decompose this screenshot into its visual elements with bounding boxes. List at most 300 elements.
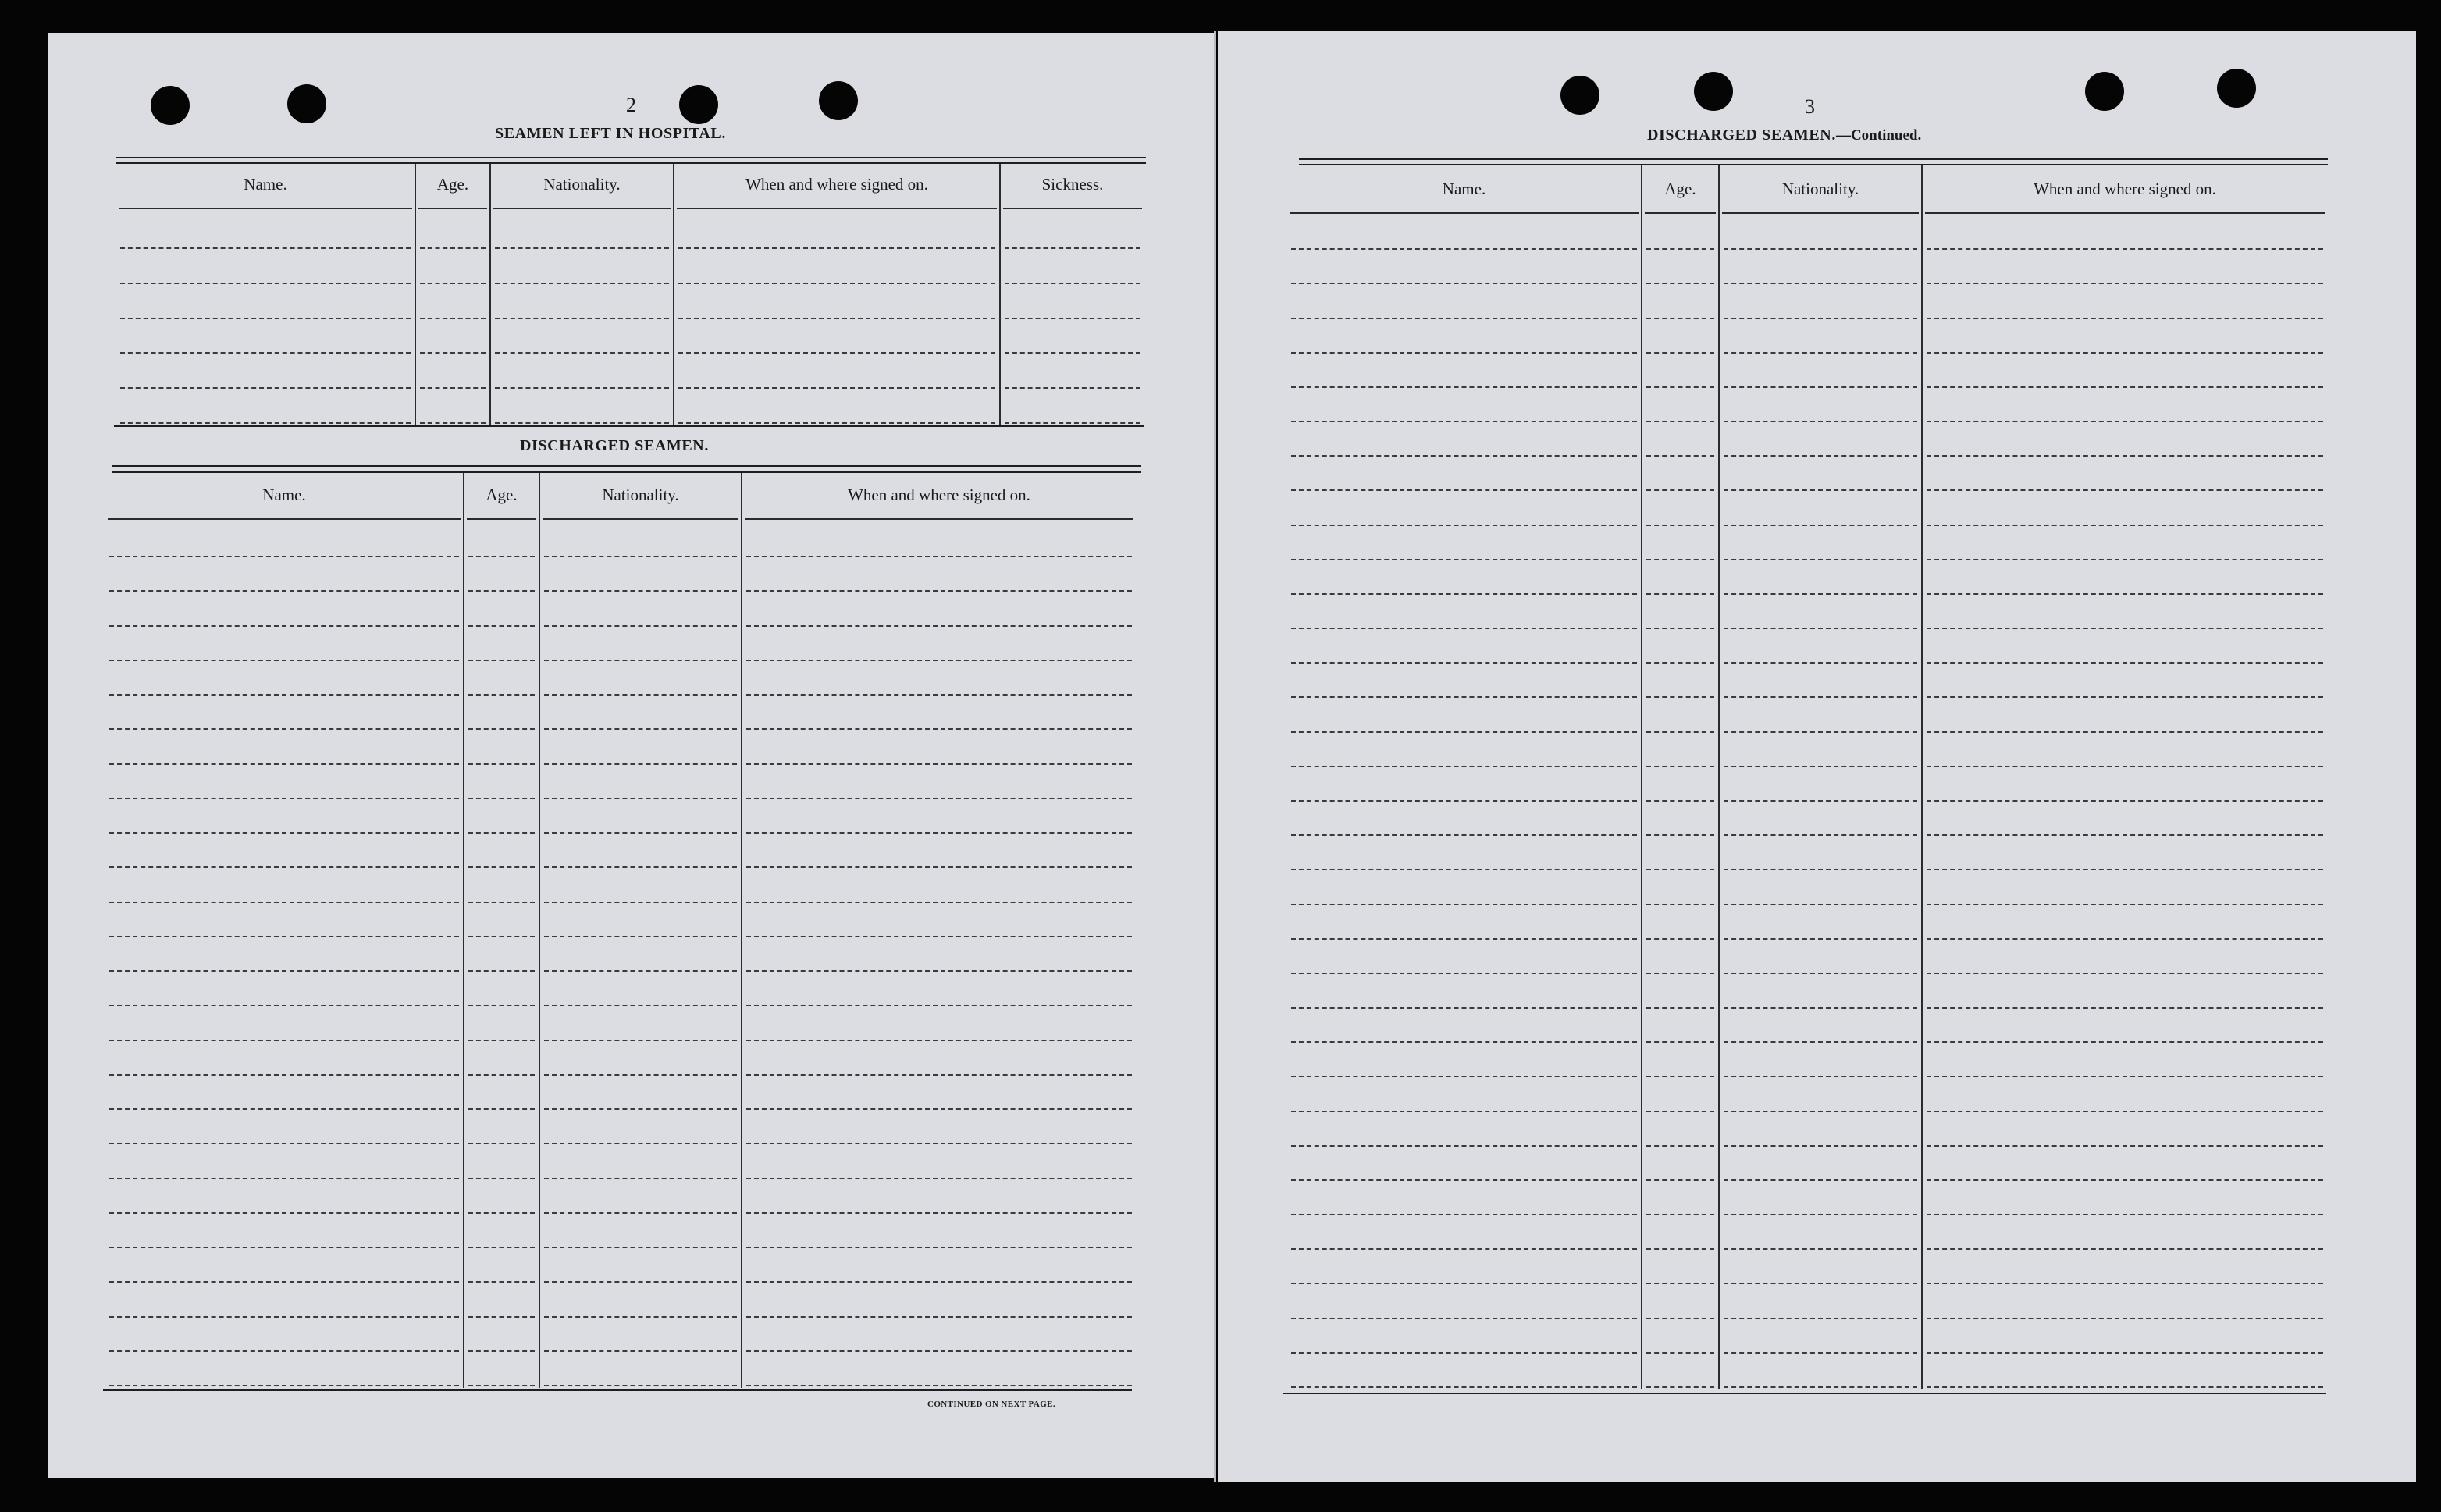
blank-entry-line[interactable]: [1646, 1111, 1714, 1112]
blank-entry-line[interactable]: [746, 970, 1132, 972]
column-name: [105, 473, 464, 1388]
blank-entry-line[interactable]: [1646, 1179, 1714, 1181]
blank-entry-line[interactable]: [678, 352, 995, 354]
blank-entry-line[interactable]: [1291, 628, 1637, 629]
blank-entry-line[interactable]: [1646, 525, 1714, 526]
blank-entry-line[interactable]: [1646, 766, 1714, 767]
blank-entry-line[interactable]: [544, 1040, 737, 1041]
blank-entry-line[interactable]: [468, 625, 535, 627]
blank-entry-line[interactable]: [746, 1212, 1132, 1214]
blank-entry-line[interactable]: [468, 1281, 535, 1283]
blank-entry-line[interactable]: [1291, 1145, 1637, 1147]
blank-entry-line[interactable]: [1005, 352, 1140, 354]
blank-entry-line[interactable]: [746, 866, 1132, 868]
column-header: Name.: [262, 486, 306, 504]
blank-entry-line[interactable]: [468, 763, 535, 765]
blank-entry-line[interactable]: [1291, 938, 1637, 940]
blank-entry-line[interactable]: [746, 902, 1132, 903]
blank-entry-line[interactable]: [1724, 1179, 1917, 1181]
blank-entry-line[interactable]: [120, 318, 411, 319]
blank-entry-line[interactable]: [1724, 455, 1917, 457]
blank-entry-line[interactable]: [1646, 938, 1714, 940]
blank-entry-line[interactable]: [1646, 1386, 1714, 1388]
blank-entry-line[interactable]: [1927, 1352, 2323, 1354]
blank-entry-line[interactable]: [1927, 421, 2323, 422]
blank-entry-line[interactable]: [1646, 352, 1714, 354]
blank-entry-line[interactable]: [746, 1005, 1132, 1006]
column-header: Nationality.: [543, 175, 621, 194]
blank-entry-line[interactable]: [420, 422, 486, 424]
blank-entry-line[interactable]: [120, 247, 411, 249]
blank-entry-line[interactable]: [678, 318, 995, 319]
blank-entry-line[interactable]: [1646, 696, 1714, 698]
column-name: [116, 164, 415, 425]
blank-entry-line[interactable]: [468, 1178, 535, 1179]
blank-entry-line[interactable]: [1927, 455, 2323, 457]
blank-entry-line[interactable]: [1291, 973, 1637, 974]
blank-entry-line[interactable]: [1646, 1007, 1714, 1009]
blank-entry-line[interactable]: [1927, 1041, 2323, 1043]
page-number: 3: [1805, 95, 1815, 118]
blank-entry-line[interactable]: [109, 1074, 459, 1076]
blank-entry-line[interactable]: [468, 902, 535, 903]
blank-entry-line[interactable]: [420, 318, 486, 319]
blank-entry-line[interactable]: [1927, 248, 2323, 250]
blank-entry-line[interactable]: [468, 798, 535, 799]
blank-entry-line[interactable]: [109, 832, 459, 834]
blank-entry-line[interactable]: [468, 1385, 535, 1386]
column-name: [1286, 165, 1642, 1389]
blank-entry-line[interactable]: [544, 902, 737, 903]
blank-entry-line[interactable]: [1291, 1041, 1637, 1043]
blank-entry-line[interactable]: [1291, 731, 1637, 733]
blank-entry-line[interactable]: [544, 866, 737, 868]
blank-entry-line[interactable]: [468, 832, 535, 834]
blank-entry-line[interactable]: [1291, 421, 1637, 422]
blank-entry-line[interactable]: [109, 866, 459, 868]
blank-entry-line[interactable]: [544, 1281, 737, 1283]
blank-entry-line[interactable]: [1724, 1283, 1917, 1284]
blank-entry-line[interactable]: [678, 387, 995, 389]
blank-entry-line[interactable]: [468, 728, 535, 730]
blank-entry-line[interactable]: [109, 1143, 459, 1144]
blank-entry-line[interactable]: [746, 1178, 1132, 1179]
blank-entry-line[interactable]: [468, 556, 535, 557]
blank-entry-line[interactable]: [544, 1385, 737, 1386]
blank-entry-line[interactable]: [109, 1247, 459, 1248]
blank-entry-line[interactable]: [1291, 1318, 1637, 1319]
blank-entry-line[interactable]: [1291, 869, 1637, 870]
punch-hole: [287, 84, 326, 123]
blank-entry-line[interactable]: [1291, 386, 1637, 388]
blank-entry-line[interactable]: [1724, 904, 1917, 905]
blank-entry-line[interactable]: [420, 283, 486, 284]
blank-entry-line[interactable]: [468, 1316, 535, 1318]
blank-entry-line[interactable]: [544, 1247, 737, 1248]
blank-entry-line[interactable]: [1646, 628, 1714, 629]
blank-entry-line[interactable]: [544, 1350, 737, 1352]
blank-entry-line[interactable]: [1291, 696, 1637, 698]
blank-entry-line[interactable]: [1646, 1041, 1714, 1043]
blank-entry-line[interactable]: [1646, 593, 1714, 595]
blank-entry-line[interactable]: [109, 1178, 459, 1179]
blank-entry-line[interactable]: [1724, 352, 1917, 354]
blank-entry-line[interactable]: [1927, 1076, 2323, 1077]
punch-hole: [819, 81, 858, 120]
blank-entry-line[interactable]: [1646, 421, 1714, 422]
blank-entry-line[interactable]: [1724, 869, 1917, 870]
blank-entry-line[interactable]: [746, 832, 1132, 834]
column-header: When and where signed on.: [2034, 180, 2216, 198]
blank-entry-line[interactable]: [1291, 455, 1637, 457]
blank-entry-line[interactable]: [109, 556, 459, 557]
blank-entry-line[interactable]: [1724, 593, 1917, 595]
blank-entry-line[interactable]: [468, 1212, 535, 1214]
blank-entry-line[interactable]: [1927, 1386, 2323, 1388]
entry-rows: [109, 525, 459, 1388]
blank-entry-line[interactable]: [746, 798, 1132, 799]
blank-entry-line[interactable]: [468, 660, 535, 661]
blank-entry-line[interactable]: [1291, 525, 1637, 526]
blank-entry-line[interactable]: [468, 970, 535, 972]
blank-entry-line[interactable]: [468, 590, 535, 592]
blank-entry-line[interactable]: [746, 1316, 1132, 1318]
blank-entry-line[interactable]: [495, 318, 669, 319]
blank-entry-line[interactable]: [1724, 938, 1917, 940]
blank-entry-line[interactable]: [1927, 1145, 2323, 1147]
column-when-and-where-signed-on: [742, 473, 1137, 1388]
column-header: Age.: [1664, 180, 1696, 198]
blank-entry-line[interactable]: [1724, 1386, 1917, 1388]
blank-entry-line[interactable]: [109, 660, 459, 661]
blank-entry-line[interactable]: [1927, 386, 2323, 388]
blank-entry-line[interactable]: [1927, 1318, 2323, 1319]
blank-entry-line[interactable]: [1724, 1111, 1917, 1112]
blank-entry-line[interactable]: [746, 1040, 1132, 1041]
discharged-table: [105, 473, 1137, 1388]
blank-entry-line[interactable]: [1646, 904, 1714, 905]
blank-entry-line[interactable]: [1927, 559, 2323, 560]
blank-entry-line[interactable]: [420, 247, 486, 249]
blank-entry-line[interactable]: [120, 352, 411, 354]
blank-entry-line[interactable]: [1646, 1248, 1714, 1250]
blank-entry-line[interactable]: [468, 1350, 535, 1352]
blank-entry-line[interactable]: [109, 590, 459, 592]
blank-entry-line[interactable]: [109, 1350, 459, 1352]
blank-entry-line[interactable]: [1291, 352, 1637, 354]
blank-entry-line[interactable]: [1291, 904, 1637, 905]
blank-entry-line[interactable]: [678, 247, 995, 249]
blank-entry-line[interactable]: [746, 763, 1132, 765]
blank-entry-line[interactable]: [495, 247, 669, 249]
continued-note: CONTINUED ON NEXT PAGE.: [927, 1400, 1056, 1409]
section-title-hospital: SEAMEN LEFT IN HOSPITAL.: [495, 125, 726, 142]
blank-entry-line[interactable]: [1291, 766, 1637, 767]
blank-entry-line[interactable]: [1646, 834, 1714, 836]
blank-entry-line[interactable]: [109, 1316, 459, 1318]
column-header-rule: [1290, 212, 1639, 214]
blank-entry-line[interactable]: [746, 1247, 1132, 1248]
blank-entry-line[interactable]: [544, 1178, 737, 1179]
blank-entry-line[interactable]: [109, 970, 459, 972]
blank-entry-line[interactable]: [746, 936, 1132, 937]
entry-rows: [120, 215, 411, 425]
blank-entry-line[interactable]: [746, 1385, 1132, 1386]
blank-entry-line[interactable]: [1927, 489, 2323, 491]
blank-entry-line[interactable]: [120, 422, 411, 424]
blank-entry-line[interactable]: [1646, 386, 1714, 388]
column-sickness: [1000, 164, 1145, 425]
blank-entry-line[interactable]: [420, 387, 486, 389]
blank-entry-line[interactable]: [544, 1212, 737, 1214]
column-when-and-where-signed-on: [1922, 165, 2328, 1389]
blank-entry-line[interactable]: [1927, 1283, 2323, 1284]
blank-entry-line[interactable]: [1927, 1179, 2323, 1181]
blank-entry-line[interactable]: [1291, 559, 1637, 560]
blank-entry-line[interactable]: [1646, 662, 1714, 664]
blank-entry-line[interactable]: [1927, 1111, 2323, 1112]
blank-entry-line[interactable]: [109, 936, 459, 937]
blank-entry-line[interactable]: [544, 1108, 737, 1110]
blank-entry-line[interactable]: [1646, 1076, 1714, 1077]
blank-entry-line[interactable]: [1927, 1214, 2323, 1215]
blank-entry-line[interactable]: [1724, 1248, 1917, 1250]
blank-entry-line[interactable]: [1005, 422, 1140, 424]
blank-entry-line[interactable]: [1646, 248, 1714, 250]
blank-entry-line[interactable]: [544, 763, 737, 765]
blank-entry-line[interactable]: [1291, 1111, 1637, 1112]
blank-entry-line[interactable]: [544, 556, 737, 557]
blank-entry-line[interactable]: [544, 798, 737, 799]
blank-entry-line[interactable]: [1291, 1352, 1637, 1354]
blank-entry-line[interactable]: [544, 1074, 737, 1076]
blank-entry-line[interactable]: [1927, 1007, 2323, 1009]
entry-rows: [420, 215, 486, 425]
blank-entry-line[interactable]: [1724, 525, 1917, 526]
blank-entry-line[interactable]: [678, 422, 995, 424]
blank-entry-line[interactable]: [109, 694, 459, 696]
blank-entry-line[interactable]: [1724, 1318, 1917, 1319]
blank-entry-line[interactable]: [1927, 662, 2323, 664]
blank-entry-line[interactable]: [1724, 1352, 1917, 1354]
blank-entry-line[interactable]: [746, 694, 1132, 696]
blank-entry-line[interactable]: [544, 936, 737, 937]
blank-entry-line[interactable]: [1927, 800, 2323, 802]
blank-entry-line[interactable]: [495, 387, 669, 389]
blank-entry-line[interactable]: [544, 832, 737, 834]
blank-entry-line[interactable]: [1927, 628, 2323, 629]
blank-entry-line[interactable]: [544, 625, 737, 627]
blank-entry-line[interactable]: [1724, 628, 1917, 629]
blank-entry-line[interactable]: [1646, 973, 1714, 974]
blank-entry-line[interactable]: [1291, 834, 1637, 836]
blank-entry-line[interactable]: [1724, 800, 1917, 802]
blank-entry-line[interactable]: [1927, 973, 2323, 974]
blank-entry-line[interactable]: [1724, 489, 1917, 491]
blank-entry-line[interactable]: [1005, 247, 1140, 249]
blank-entry-line[interactable]: [1291, 1076, 1637, 1077]
blank-entry-line[interactable]: [544, 970, 737, 972]
page-number: 2: [626, 94, 636, 116]
blank-entry-line[interactable]: [1291, 1214, 1637, 1215]
blank-entry-line[interactable]: [1005, 387, 1140, 389]
blank-entry-line[interactable]: [1724, 973, 1917, 974]
blank-entry-line[interactable]: [109, 1385, 459, 1386]
blank-entry-line[interactable]: [1005, 283, 1140, 284]
blank-entry-line[interactable]: [109, 1040, 459, 1041]
blank-entry-line[interactable]: [1291, 1386, 1637, 1388]
blank-entry-line[interactable]: [1724, 662, 1917, 664]
blank-entry-line[interactable]: [1291, 248, 1637, 250]
column-header-rule: [1003, 208, 1142, 209]
blank-entry-line[interactable]: [468, 1143, 535, 1144]
column-header-rule: [493, 208, 671, 209]
column-header-rule: [119, 208, 412, 209]
blank-entry-line[interactable]: [1927, 352, 2323, 354]
blank-entry-line[interactable]: [746, 590, 1132, 592]
blank-entry-line[interactable]: [1927, 318, 2323, 319]
blank-entry-line[interactable]: [1291, 1283, 1637, 1284]
blank-entry-line[interactable]: [1724, 731, 1917, 733]
blank-entry-line[interactable]: [109, 902, 459, 903]
blank-entry-line[interactable]: [109, 625, 459, 627]
blank-entry-line[interactable]: [1724, 559, 1917, 560]
blank-entry-line[interactable]: [1927, 525, 2323, 526]
blank-entry-line[interactable]: [1646, 869, 1714, 870]
blank-entry-line[interactable]: [109, 1005, 459, 1006]
blank-entry-line[interactable]: [1927, 766, 2323, 767]
punch-hole: [679, 85, 718, 124]
blank-entry-line[interactable]: [1724, 1007, 1917, 1009]
blank-entry-line[interactable]: [468, 866, 535, 868]
blank-entry-line[interactable]: [1291, 662, 1637, 664]
blank-entry-line[interactable]: [468, 1040, 535, 1041]
blank-entry-line[interactable]: [1927, 283, 2323, 284]
blank-entry-line[interactable]: [1724, 834, 1917, 836]
blank-entry-line[interactable]: [1291, 283, 1637, 284]
blank-entry-line[interactable]: [1724, 421, 1917, 422]
blank-entry-line[interactable]: [746, 556, 1132, 557]
blank-entry-line[interactable]: [544, 1316, 737, 1318]
blank-entry-line[interactable]: [109, 763, 459, 765]
blank-entry-line[interactable]: [468, 1005, 535, 1006]
blank-entry-line[interactable]: [1646, 455, 1714, 457]
blank-entry-line[interactable]: [468, 1108, 535, 1110]
blank-entry-line[interactable]: [678, 283, 995, 284]
blank-entry-line[interactable]: [1646, 1145, 1714, 1147]
entry-rows: [678, 215, 995, 425]
blank-entry-line[interactable]: [544, 694, 737, 696]
blank-entry-line[interactable]: [1646, 731, 1714, 733]
blank-entry-line[interactable]: [468, 1247, 535, 1248]
blank-entry-line[interactable]: [1927, 1248, 2323, 1250]
blank-entry-line[interactable]: [1724, 766, 1917, 767]
blank-entry-line[interactable]: [746, 1108, 1132, 1110]
blank-entry-line[interactable]: [109, 1281, 459, 1283]
blank-entry-line[interactable]: [1724, 1041, 1917, 1043]
blank-entry-line[interactable]: [1927, 834, 2323, 836]
blank-entry-line[interactable]: [1291, 318, 1637, 319]
blank-entry-line[interactable]: [1927, 904, 2323, 905]
blank-entry-line[interactable]: [1291, 1248, 1637, 1250]
blank-entry-line[interactable]: [1724, 283, 1917, 284]
blank-entry-line[interactable]: [1646, 559, 1714, 560]
blank-entry-line[interactable]: [1927, 696, 2323, 698]
blank-entry-line[interactable]: [544, 1143, 737, 1144]
blank-entry-line[interactable]: [544, 660, 737, 661]
blank-entry-line[interactable]: [746, 1350, 1132, 1352]
blank-entry-line[interactable]: [420, 352, 486, 354]
blank-entry-line[interactable]: [109, 1212, 459, 1214]
blank-entry-line[interactable]: [109, 798, 459, 799]
blank-entry-line[interactable]: [1291, 593, 1637, 595]
blank-entry-line[interactable]: [746, 1143, 1132, 1144]
blank-entry-line[interactable]: [1927, 938, 2323, 940]
punch-hole: [1694, 72, 1733, 111]
blank-entry-line[interactable]: [1724, 1214, 1917, 1215]
blank-entry-line[interactable]: [1646, 1318, 1714, 1319]
entry-rows: [1724, 217, 1917, 1389]
blank-entry-line[interactable]: [1291, 1179, 1637, 1181]
blank-entry-line[interactable]: [495, 283, 669, 284]
blank-entry-line[interactable]: [1646, 800, 1714, 802]
blank-entry-line[interactable]: [1724, 1145, 1917, 1147]
blank-entry-line[interactable]: [1724, 696, 1917, 698]
blank-entry-line[interactable]: [120, 283, 411, 284]
blank-entry-line[interactable]: [746, 660, 1132, 661]
blank-entry-line[interactable]: [544, 590, 737, 592]
blank-entry-line[interactable]: [468, 694, 535, 696]
section-title-text: DISCHARGED SEAMEN.: [1647, 126, 1836, 144]
blank-entry-line[interactable]: [1724, 1076, 1917, 1077]
blank-entry-line[interactable]: [746, 1074, 1132, 1076]
blank-entry-line[interactable]: [544, 1005, 737, 1006]
blank-entry-line[interactable]: [1646, 1283, 1714, 1284]
blank-entry-line[interactable]: [109, 728, 459, 730]
blank-entry-line[interactable]: [1646, 318, 1714, 319]
blank-entry-line[interactable]: [1291, 489, 1637, 491]
blank-entry-line[interactable]: [1646, 1214, 1714, 1215]
blank-entry-line[interactable]: [746, 1281, 1132, 1283]
blank-entry-line[interactable]: [1291, 1007, 1637, 1009]
blank-entry-line[interactable]: [746, 728, 1132, 730]
blank-entry-line[interactable]: [468, 1074, 535, 1076]
column-header-rule: [467, 518, 536, 520]
column-header-rule: [543, 518, 738, 520]
blank-entry-line[interactable]: [1927, 731, 2323, 733]
blank-entry-line[interactable]: [109, 1108, 459, 1110]
blank-entry-line[interactable]: [1646, 283, 1714, 284]
blank-entry-line[interactable]: [1646, 489, 1714, 491]
blank-entry-line[interactable]: [120, 387, 411, 389]
blank-entry-line[interactable]: [495, 352, 669, 354]
blank-entry-line[interactable]: [1724, 248, 1917, 250]
blank-entry-line[interactable]: [1724, 386, 1917, 388]
title-rule: [116, 157, 1146, 158]
blank-entry-line[interactable]: [746, 625, 1132, 627]
blank-entry-line[interactable]: [495, 422, 669, 424]
blank-entry-line[interactable]: [1005, 318, 1140, 319]
column-header: Nationality.: [602, 486, 679, 504]
blank-entry-line[interactable]: [1291, 800, 1637, 802]
blank-entry-line[interactable]: [468, 936, 535, 937]
blank-entry-line[interactable]: [1927, 869, 2323, 870]
blank-entry-line[interactable]: [1927, 593, 2323, 595]
column-header-rule: [1645, 212, 1716, 214]
blank-entry-line[interactable]: [1724, 318, 1917, 319]
blank-entry-line[interactable]: [1646, 1352, 1714, 1354]
blank-entry-line[interactable]: [544, 728, 737, 730]
